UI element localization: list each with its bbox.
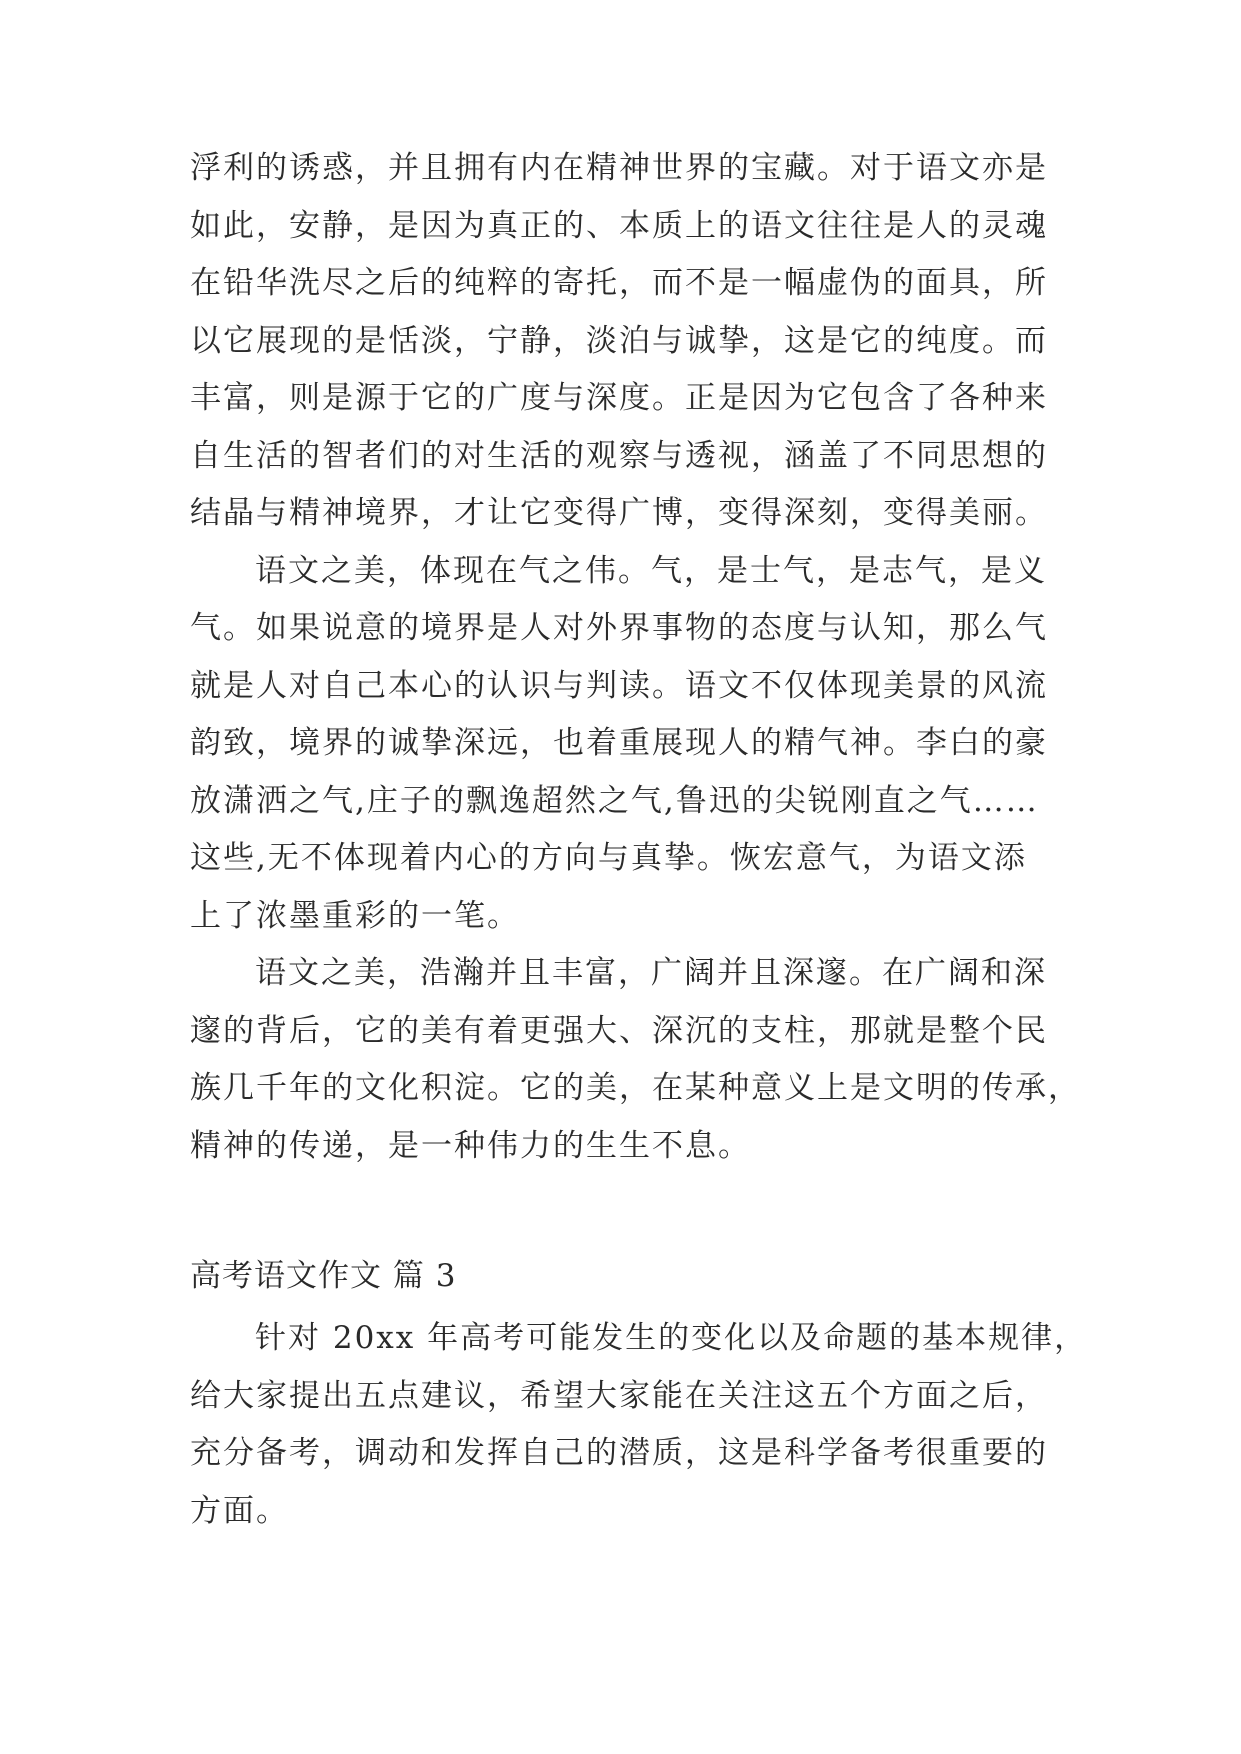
text-line: 语文之美，浩瀚并且丰富，广阔并且深邃。在广阔和深 (255, 955, 1047, 991)
text-line: 在铅华洗尽之后的纯粹的寄托，而不是一幅虚伪的面具，所 (190, 265, 1048, 301)
text-line: 邃的背后，它的美有着更强大、深沉的支柱，那就是整个民 (190, 1013, 1048, 1049)
text-line: 族几千年的文化积淀。它的美，在某种意义上是文明的传承， (190, 1070, 1081, 1106)
text-line: 以它展现的是恬淡，宁静，淡泊与诚挚，这是它的纯度。而 (190, 323, 1048, 359)
text-line: 上了浓墨重彩的一笔。 (190, 898, 520, 934)
text-line: 充分备考，调动和发挥自己的潜质，这是科学备考很重要的 (190, 1435, 1048, 1471)
text-line: 气。如果说意的境界是人对外界事物的态度与认知，那么气 (190, 610, 1048, 646)
text-line: 就是人对自己本心的认识与判读。语文不仅体现美景的风流 (190, 668, 1048, 704)
text-line: 方面。 (190, 1493, 289, 1529)
text-line: 给大家提出五点建议，希望大家能在关注这五个方面之后， (190, 1378, 1048, 1414)
section-heading: 高考语文作文 篇 3 (190, 1258, 457, 1294)
text-line: 放潇洒之气,庄子的飘逸超然之气,鲁迅的尖锐刚直之气…… (190, 783, 1039, 819)
text-line: 语文之美，体现在气之伟。气，是士气，是志气，是义 (255, 553, 1047, 589)
text-line: 韵致，境界的诚挚深远，也着重展现人的精气神。李白的豪 (190, 725, 1048, 761)
text-line: 结晶与精神境界，才让它变得广博，变得深刻，变得美丽。 (190, 495, 1048, 531)
text-line: 这些,无不体现着内心的方向与真挚。恢宏意气，为语文添 (190, 840, 1027, 876)
text-line: 自生活的智者们的对生活的观察与透视，涵盖了不同思想的 (190, 438, 1048, 474)
text-line: 针对 20xx 年高考可能发生的变化以及命题的基本规律， (255, 1320, 1088, 1356)
text-line: 精神的传递，是一种伟力的生生不息。 (190, 1128, 751, 1164)
text-line: 如此，安静，是因为真正的、本质上的语文往往是人的灵魂 (190, 208, 1048, 244)
text-line: 丰富，则是源于它的广度与深度。正是因为它包含了各种来 (190, 380, 1048, 416)
text-line: 浮利的诱惑，并且拥有内在精神世界的宝藏。对于语文亦是 (190, 150, 1048, 186)
